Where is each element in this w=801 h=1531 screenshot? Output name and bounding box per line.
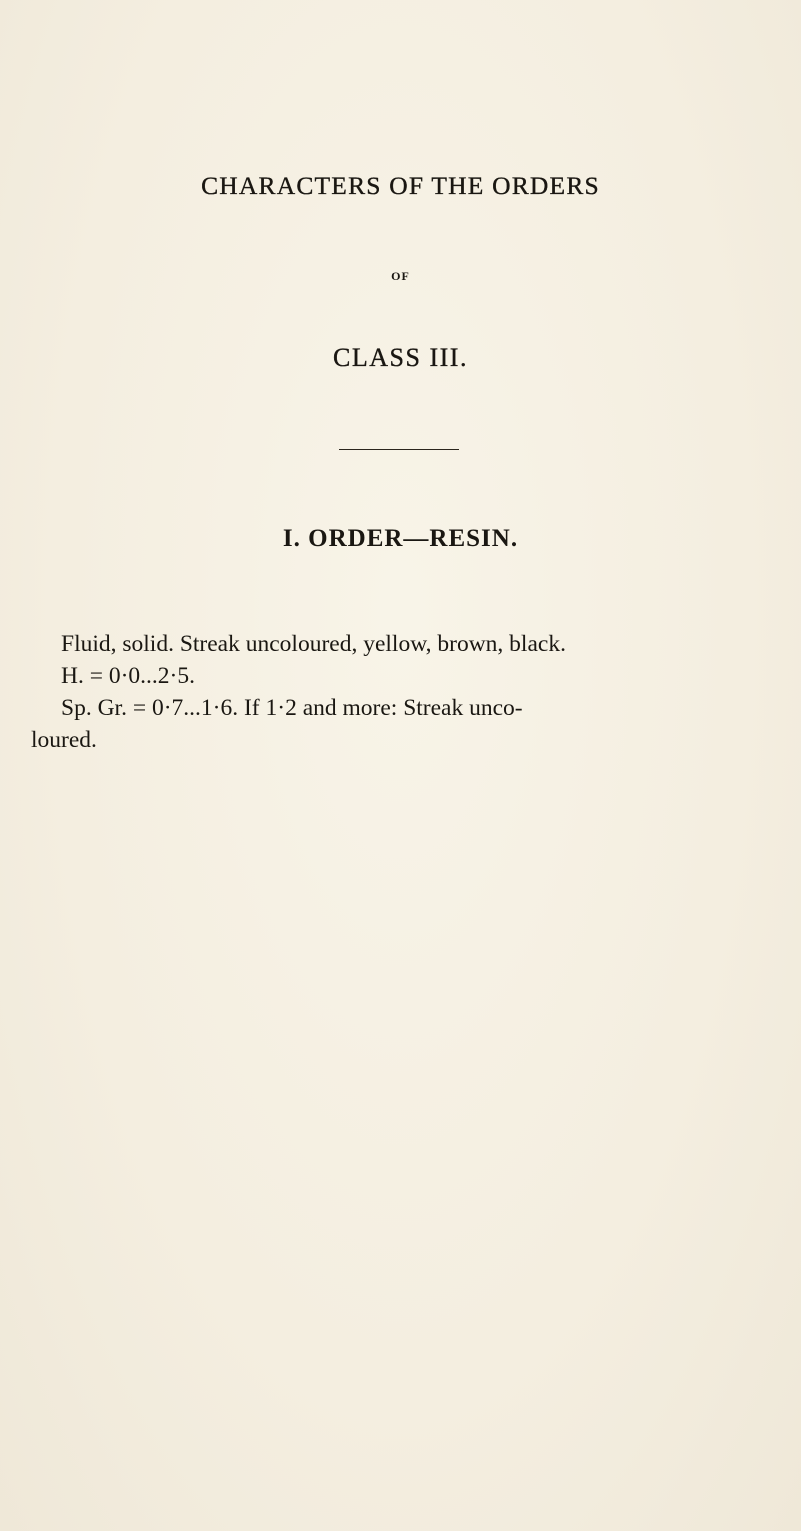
description-line-1: Fluid, solid. Streak uncoloured, yellow, brown, black.: [61, 631, 566, 657]
heading-connector: OF: [391, 269, 410, 283]
description-line-3: Sp. Gr. = 0·7...1·6. If 1·2 and more: Streak unco-: [61, 695, 523, 721]
section-divider: [339, 449, 459, 450]
description-line-2: H. = 0·0...2·5.: [61, 663, 196, 689]
order-title: I. ORDER—RESIN.: [282, 525, 519, 552]
description-line-4: loured.: [31, 727, 97, 753]
class-heading: CLASS III.: [333, 343, 468, 372]
page-heading: CHARACTERS OF THE ORDERS: [201, 171, 600, 200]
